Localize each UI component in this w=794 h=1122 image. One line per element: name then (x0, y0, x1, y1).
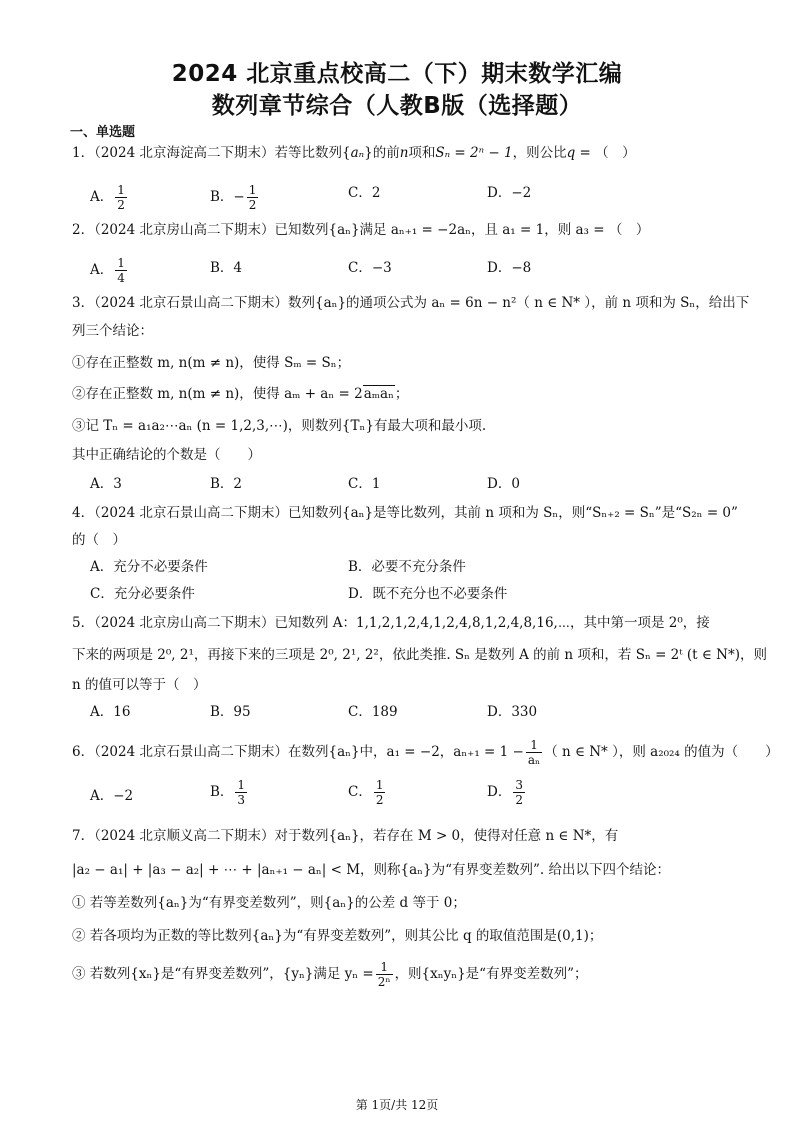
page-title-line1: 2024 北京重点校高二（下）期末数学汇编 (171, 61, 623, 87)
question-1-option-d: D．−2 (487, 185, 532, 201)
question-7-conclusion-2: ② 若各项均为正数的等比数列{aₙ}为“有界变差数列”，则其公比 q 的取值范围是(0,1)； (72, 928, 603, 944)
question-1-stem: 1．（2024 北京海淀高二下期末）若等比数列{aₙ}的前n项和Sₙ = 2ⁿ − 1，则公比q = （ ） (72, 145, 636, 161)
question-4-option-b: B．必要不充分条件 (348, 559, 466, 575)
question-2-stem: 2．（2024 北京房山高二下期末）已知数列{aₙ}满足 aₙ₊₁ = −2aₙ，且 a₁ = 1，则 a₃ = （ ） (72, 222, 650, 238)
question-5-option-b: B．95 (210, 704, 251, 720)
question-2-option-b: B．4 (210, 260, 243, 276)
question-1-option-a: A． $\frac{1}{2}$ (90, 183, 125, 212)
question-1-option-c: C．2 (348, 185, 381, 201)
question-3-option-d: D．0 (487, 476, 520, 492)
page-title-line2: 数列章节综合（人教B版（选择题） (211, 93, 583, 119)
question-5-option-a: A．16 (90, 704, 131, 720)
question-5-stem-line3: n 的值可以等于（ ） (72, 677, 207, 693)
question-4-option-c: C．充分必要条件 (90, 586, 195, 602)
question-6-option-c: C． $\frac{1}{2}$ (348, 778, 384, 807)
question-4-stem-line2: 的（ ） (72, 532, 126, 548)
question-4-stem-line1: 4．（2024 北京石景山高二下期末）已知数列{aₙ}是等比数列，其前 n 项和为 Sₙ，则“Sₙ₊₂ = Sₙ”是“S₂ₙ = 0” (72, 505, 738, 521)
question-7-stem-line2: |a₂ − a₁| + |a₃ − a₂| + ⋯ + |aₙ₊₁ − aₙ| < M，则称{aₙ}为“有界变差数列”. 给出以下四个结论： (72, 862, 670, 878)
question-3-option-a: A．3 (90, 476, 122, 492)
question-2-option-d: D．−8 (487, 260, 532, 276)
question-6-option-d: D． $\frac{3}{2}$ (487, 778, 523, 807)
question-7-conclusion-1: ① 若等差数列{aₙ}为“有界变差数列”，则{aₙ}的公差 d 等于 0； (72, 895, 466, 911)
question-5-stem-line2: 下来的两项是 2⁰, 2¹，再接下来的三项是 2⁰, 2¹, 2²，依此类推. Sₙ 是数列 A 的前 n 项和，若 Sₙ = 2ᵗ (t ∈ N*)，则 (72, 647, 767, 663)
question-5-stem-line1: 5．（2024 北京房山高二下期末）已知数列 A：1,1,2,1,2,4,1,2,4,8,1,2,4,8,16,⋯，其中第一项是 2⁰，接 (72, 615, 710, 631)
section-heading: 一、单选题 (70, 125, 136, 140)
question-3-option-c: C．1 (348, 476, 381, 492)
question-7-conclusion-3: ③ 若数列{xₙ}是“有界变差数列”，{yₙ}满足 yₙ = $\frac{1}{\text{2ⁿ}}$ ，则{xₙyₙ}是“有界变差数列”； (72, 960, 588, 989)
page-footer: 第 1页/共 12页 (355, 1098, 439, 1112)
question-3-stem-line1: 3．（2024 北京石景山高二下期末）数列{aₙ}的通项公式为 aₙ = 6n − n²（ n ∈ N* ），前 n 项和为 Sₙ，给出下 (72, 295, 750, 311)
question-3-conclusion-3: ③记 Tₙ = a₁a₂⋯aₙ (n = 1,2,3,⋯)，则数列{Tₙ}有最大项和最小项. (72, 418, 487, 434)
question-5-option-c: C．189 (348, 704, 398, 720)
question-3-stem-line2: 列三个结论： (72, 323, 153, 339)
question-3-conclusion-2: ②存在正整数 m, n(m ≠ n)，使得 aₘ + aₙ = 2aₘaₙ； (72, 386, 409, 402)
question-6-option-a: A．−2 (90, 788, 134, 804)
question-6-option-b: B． $\frac{1}{3}$ (210, 778, 246, 807)
question-2-option-a: A． $\frac{1}{4}$ (90, 256, 125, 285)
question-6-stem: 6．（2024 北京石景山高二下期末）在数列{aₙ}中，a₁ = −2，aₙ₊₁ = 1 − $\frac{1}{\text{aₙ}}$ （ n ∈ N* ），则 a₂₀₂₄ 的值为（ ） (72, 738, 779, 767)
question-3-option-b: B．2 (210, 476, 243, 492)
question-5-option-d: D．330 (487, 704, 538, 720)
question-2-option-c: C．−3 (348, 260, 392, 276)
question-7-stem-line1: 7．（2024 北京顺义高二下期末）对于数列{aₙ}，若存在 M > 0，使得对任意 n ∈ N*，有 (72, 828, 619, 844)
question-3-ask: 其中正确结论的个数是（ ） (72, 447, 261, 463)
question-4-option-a: A．充分不必要条件 (90, 559, 208, 575)
question-3-conclusion-1: ①存在正整数 m, n(m ≠ n)，使得 Sₘ = Sₙ； (72, 355, 351, 371)
question-4-option-d: D．既不充分也不必要条件 (348, 586, 508, 602)
question-1-option-b: B．− $\frac{1}{2}$ (210, 183, 257, 212)
